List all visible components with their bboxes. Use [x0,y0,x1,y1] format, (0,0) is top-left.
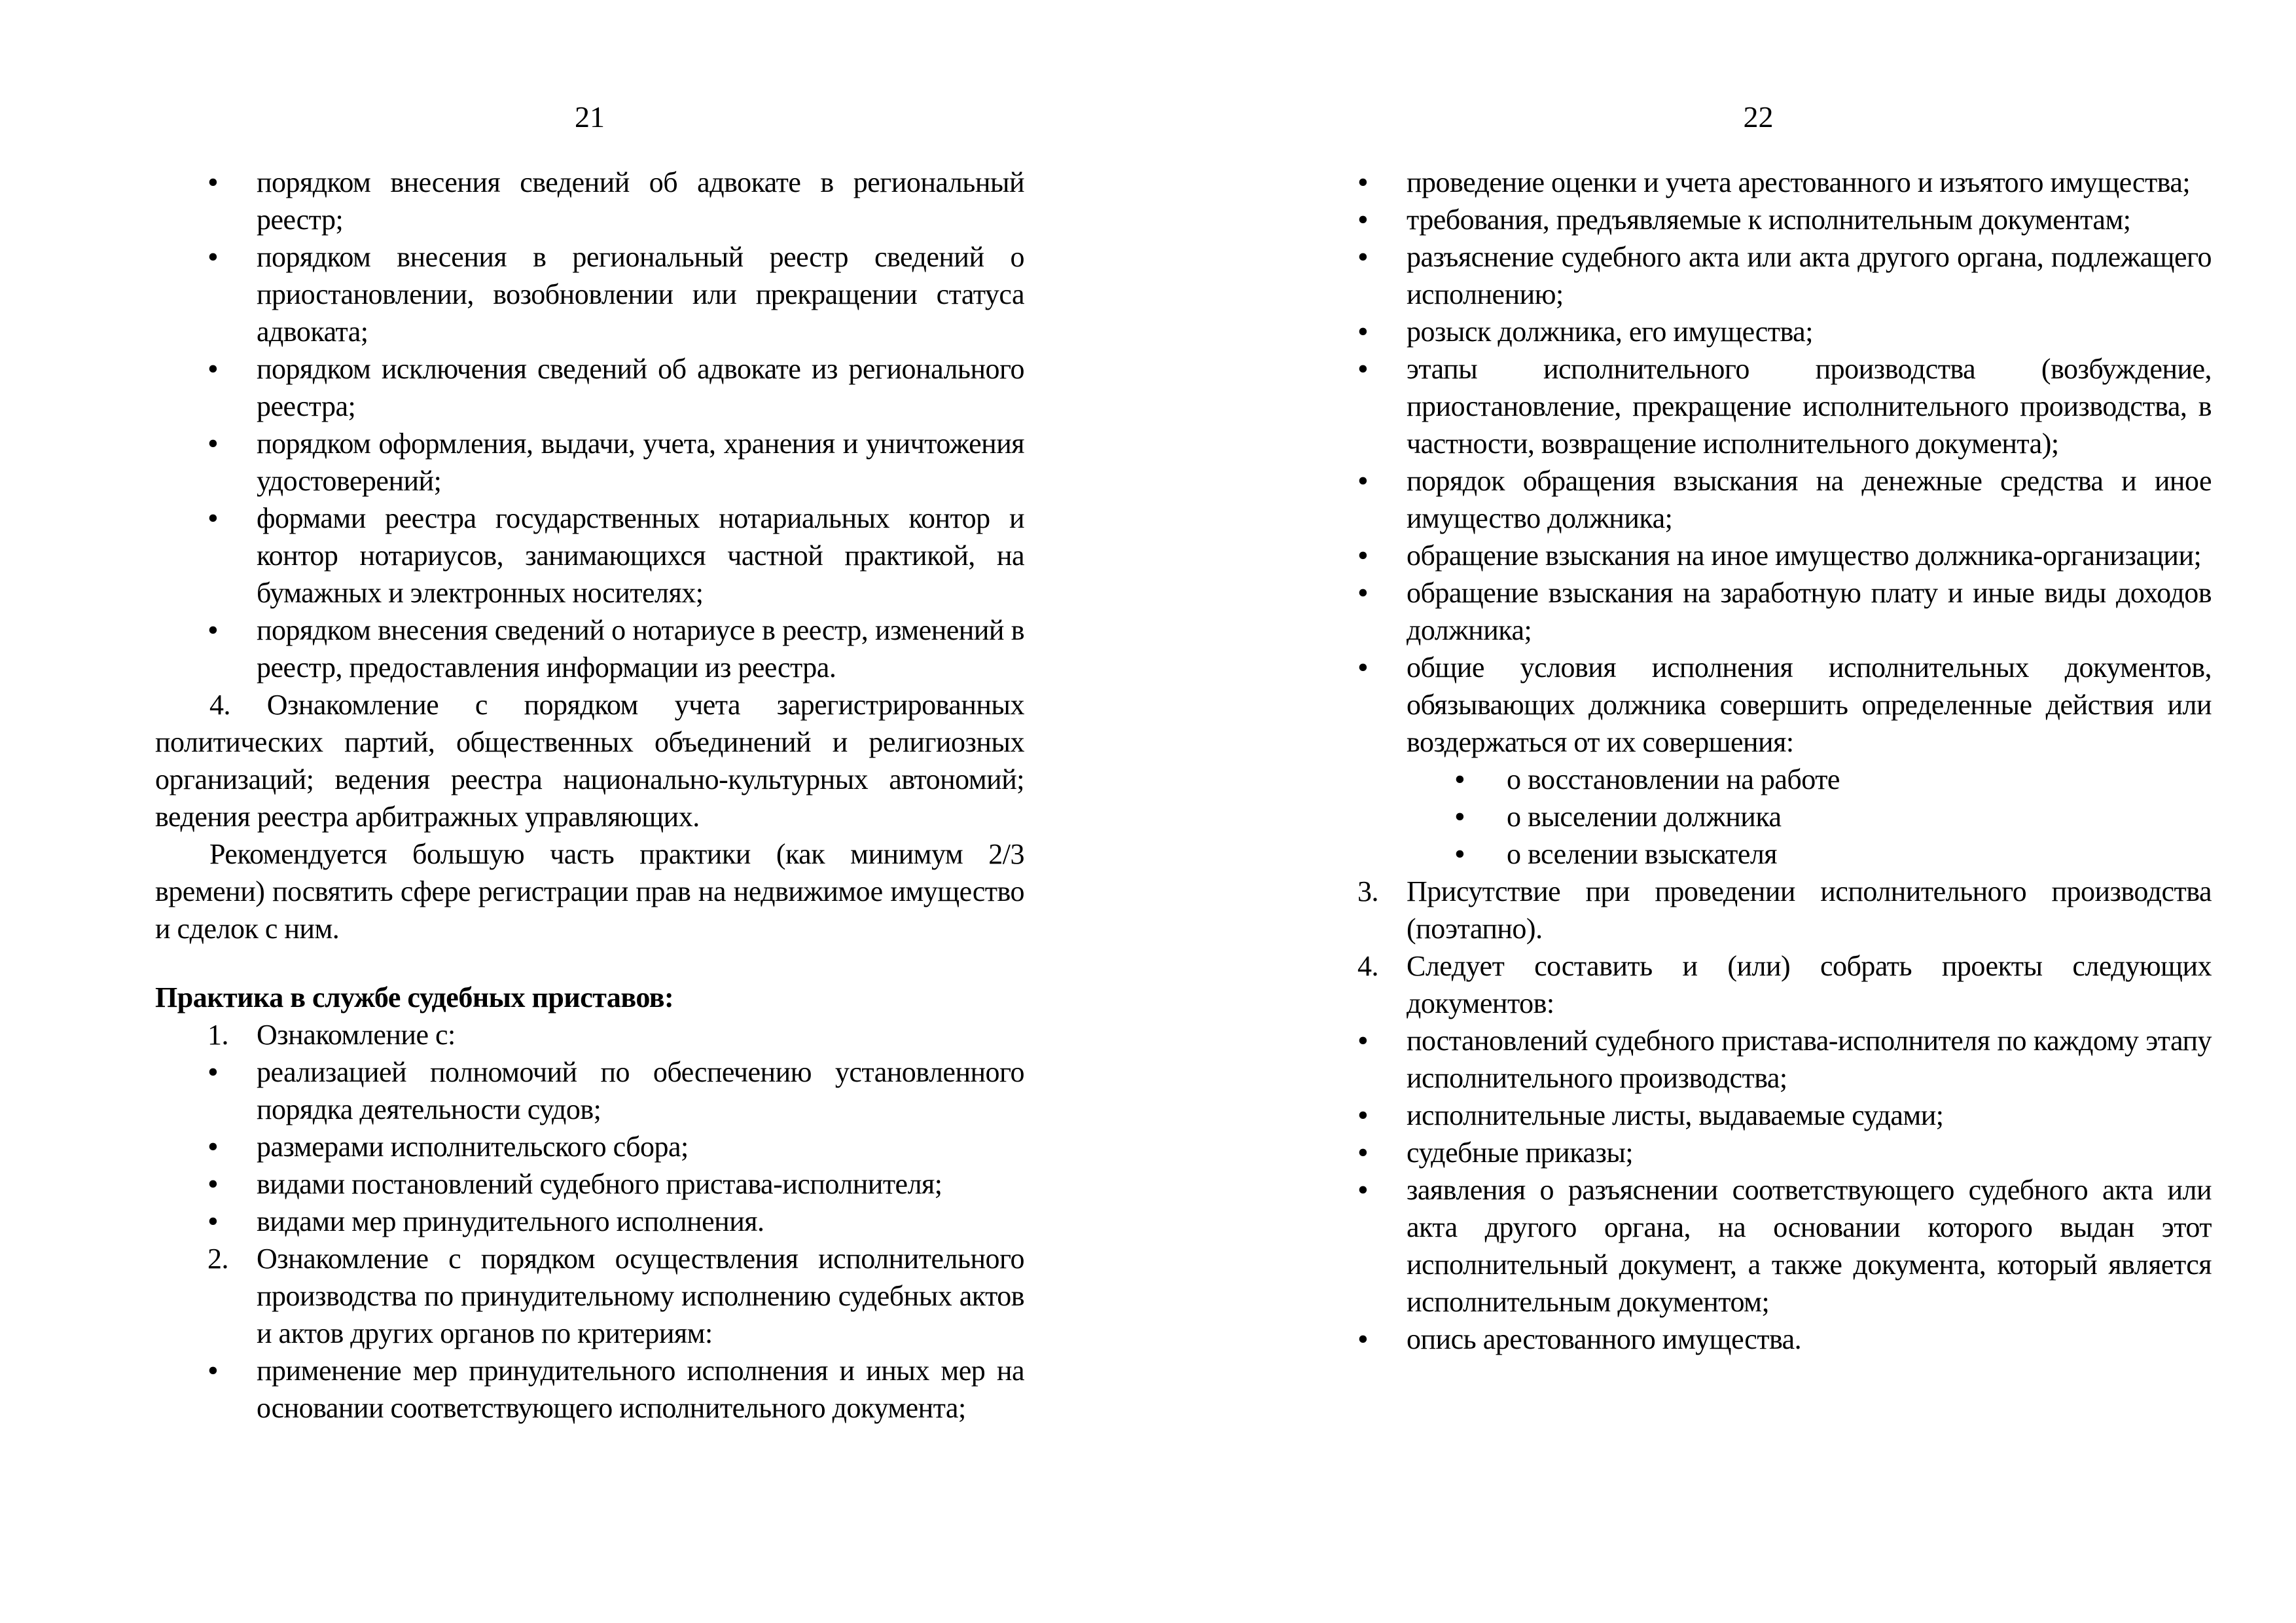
bullet-icon: • [1357,1023,1369,1058]
list-item [155,611,1024,686]
list-item-text: Ознакомление с: [257,1019,456,1051]
list-item-text: формами реестра государственных нотариальных контор и контор нотариусов, занимающихся частной практикой, на бумажных и электронных носителях; [257,502,1024,609]
bullet-icon: • [1454,799,1465,834]
list-item-text: порядком внесения сведений о нотариусе в реестр, изменений в реестр, предоставления информации из реестра. [257,614,1024,684]
bullet-icon: • [1357,352,1369,386]
list-item-text: размерами исполнительского сбора; [257,1131,689,1163]
list-item-text: опись арестованного имущества. [1407,1323,1802,1355]
list-item [1305,798,2212,835]
numbered-item [155,1240,1024,1352]
bullet-icon: • [207,1353,219,1388]
list-item-text: о вселении взыскателя [1507,838,1778,870]
bullet-icon: • [1357,1173,1369,1207]
bullet-icon: • [207,426,219,461]
list-item [1305,574,2212,649]
list-item-text: порядком исключения сведений об адвокате из регионального реестра; [257,353,1024,422]
list-item-text: судебные приказы; [1407,1137,1634,1169]
page-number: 22 [1743,100,1774,134]
bullet-icon: • [1357,1098,1369,1133]
list-item-text: видами мер принудительного исполнения. [257,1205,764,1237]
paragraph: Рекомендуется большую часть практики (как минимум 2/3 времени) посвятить сфере регистрации прав на недвижимое имущество и сделок с ним. [155,838,1024,945]
list-item [155,164,1024,238]
list-item-text: заявления о разъяснении соответствующего судебного акта или акта другого органа, на основании которого выдан этот исполнительный документ, а также документа, который является исполнительным документом; [1407,1174,2212,1318]
item-number: 1. [207,1019,228,1051]
bullet-icon: • [207,501,219,536]
list-item-text: требования, предъявляемые к исполнительным документам; [1407,204,2131,236]
list-item [155,1128,1024,1165]
page-22 [1148,0,2296,1623]
list-item-text: обращение взыскания на заработную плату и иные виды доходов должника; [1407,577,2212,646]
list-item-text: исполнительные листы, выдаваемые судами; [1407,1099,1944,1131]
list-item-text: применение мер принудительного исполнения и иных мер на основании соответствующего исполнительного документа; [257,1355,1024,1424]
bullet-icon: • [1357,202,1369,237]
bullet-icon: • [1357,240,1369,274]
list-item [1305,201,2212,238]
bullet-icon: • [1357,1322,1369,1357]
bullet-icon: • [1454,837,1465,871]
list-item-text: о восстановлении на работе [1507,763,1840,795]
list-item-text: общие условия исполнения исполнительных документов, обязывающих должника совершить определенные действия или воздержаться от их совершения: [1407,651,2212,758]
bullet-icon: • [207,240,219,274]
list-item-text: этапы исполнительного производства (возбуждение, приостановление, прекращение исполнительного производства, в частности, возвращение исполнительного документа); [1407,353,2212,460]
list-item [1305,1171,2212,1321]
bullet-icon: • [207,352,219,386]
bullet-icon: • [207,1055,219,1089]
bullet-icon: • [207,1204,219,1239]
section-heading: Практика в службе судебных приставов: [155,981,674,1013]
list-item [1305,164,2212,201]
list-item [155,1053,1024,1128]
list-item [155,350,1024,425]
bullet-icon: • [207,1129,219,1164]
list-item [155,1352,1024,1427]
list-item-text: Присутствие при проведении исполнительного производства (поэтапно). [1407,875,2212,945]
page-content [155,164,1024,1427]
numbered-item [155,1016,1024,1053]
item-number: 4. [1357,950,1378,982]
numbered-item [1305,873,2212,947]
bullet-icon: • [1357,464,1369,498]
bullet-icon: • [207,613,219,647]
bullet-icon: • [1357,538,1369,573]
page-content [1305,164,2212,1358]
list-item-text: Следует составить и (или) собрать проекты следующих документов: [1407,950,2212,1019]
list-item-text: порядок обращения взыскания на денежные средства и иное имущество должника; [1407,465,2212,534]
bullet-icon: • [1357,314,1369,349]
list-item [155,1203,1024,1240]
list-item [1305,1097,2212,1134]
list-item [155,238,1024,350]
bullet-icon: • [1357,165,1369,200]
list-item-text: Ознакомление с порядком осуществления исполнительного производства по принудительному исполнению судебных актов и актов других органов по критериям: [257,1243,1024,1349]
list-item [1305,313,2212,350]
list-item-text: видами постановлений судебного пристава-исполнителя; [257,1168,942,1200]
list-item [1305,537,2212,574]
bullet-icon: • [1357,1135,1369,1170]
list-item-text: порядком оформления, выдачи, учета, хранения и уничтожения удостоверений; [257,428,1024,497]
list-item [1305,238,2212,313]
item-number: 3. [1357,875,1378,907]
list-item [1305,1321,2212,1358]
list-item [155,1165,1024,1203]
list-item-text: порядком внесения сведений об адвокате в региональный реестр; [257,166,1024,236]
list-item-text: проведение оценки и учета арестованного и изъятого имущества; [1407,166,2191,198]
bullet-icon: • [207,165,219,200]
list-item-text: постановлений судебного пристава-исполнителя по каждому этапу исполнительного производства; [1407,1025,2212,1094]
numbered-item [1305,947,2212,1022]
bullet-icon: • [1357,650,1369,685]
bullet-icon: • [1454,762,1465,797]
list-item-text: реализацией полномочий по обеспечению установленного порядка деятельности судов; [257,1056,1024,1125]
list-item [1305,1022,2212,1097]
list-item [155,425,1024,500]
list-item [1305,835,2212,873]
list-item [1305,649,2212,761]
blank-line [155,947,1024,979]
item-number: 2. [207,1243,228,1275]
list-item-text: о выселении должника [1507,801,1782,833]
list-item-text: порядком внесения в региональный реестр сведений о приостановлении, возобновлении или прекращении статуса адвоката; [257,241,1024,348]
bullet-icon: • [1357,575,1369,610]
page-number: 21 [575,100,605,134]
list-item-text: розыск должника, его имущества; [1407,316,1813,348]
list-item [1305,1134,2212,1171]
list-item [155,500,1024,611]
list-item-text: обращение взыскания на иное имущество должника-организации; [1407,539,2202,572]
list-item [1305,350,2212,462]
list-item-text: разъяснение судебного акта или акта другого органа, подлежащего исполнению; [1407,241,2212,310]
list-item [1305,761,2212,798]
paragraph: 4. Ознакомление с порядком учета зарегистрированных политических партий, общественных объединений и религиозных организаций; ведения реестра национально-культурных автономий; ведения реестра арбитражных управляющих. [155,689,1024,833]
list-item [1305,462,2212,537]
bullet-icon: • [207,1167,219,1201]
